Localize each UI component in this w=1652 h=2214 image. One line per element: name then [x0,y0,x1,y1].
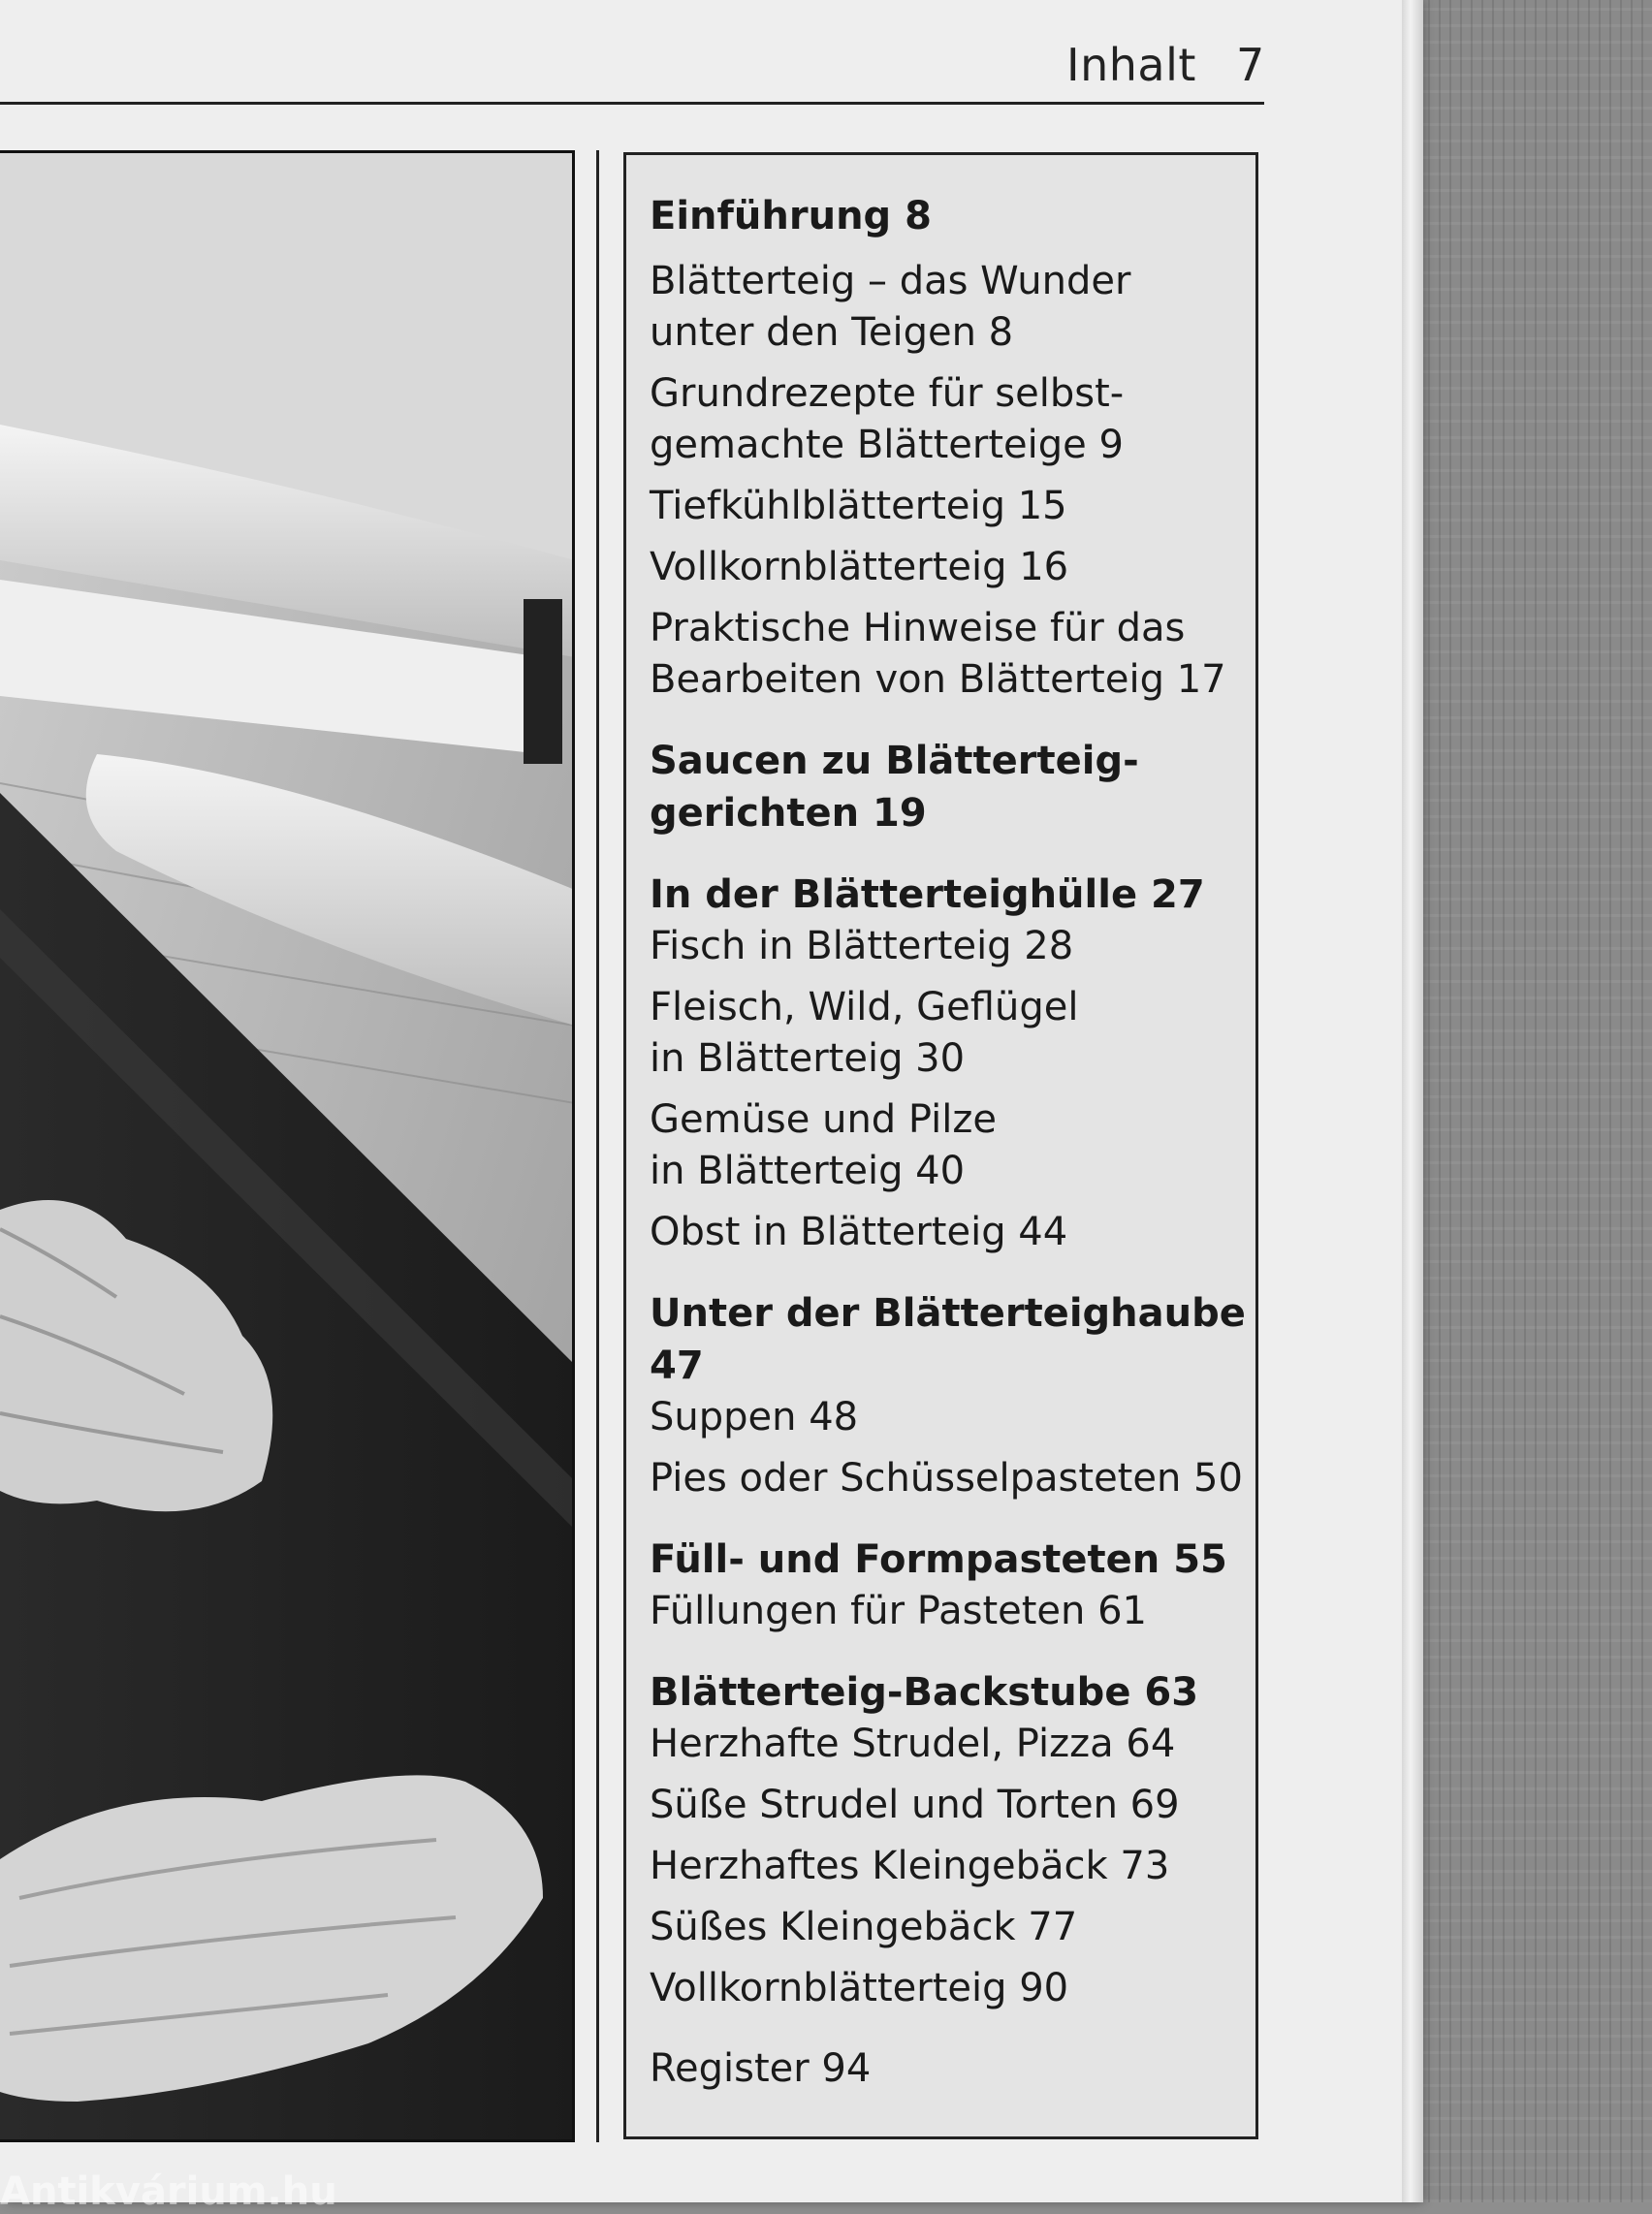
toc-section [650,1534,1251,1637]
background-texture [1396,0,1652,2202]
watermark-text: Antikvárium.hu [0,2169,337,2214]
header-rule [0,102,1264,105]
toc-entry: Gemüse und Pilze in Blätterteig 40 [650,1097,997,1193]
toc-entry: Pies oder Schüsselpasteten 50 [650,1456,1243,1501]
toc-entry: Herzhaftes Kleingebäck 73 [650,1844,1170,1888]
toc-entry: Grundrezepte für selbst- gemachte Blätterteige 9 [650,371,1125,467]
toc-section-title: Füll- und Formpasteten 55 [650,1537,1227,1582]
toc-entry: Fleisch, Wild, Geflügel in Blätterteig 30 [650,985,1079,1081]
toc-entry: Praktische Hinweise für das Bearbeiten von Blätterteig 17 [650,606,1226,702]
toc-section [650,2043,1251,2095]
toc-section-title: Einführung 8 [650,194,932,238]
page-header-title: Inhalt [1066,39,1196,91]
toc-section [650,735,1251,839]
table-of-contents [650,190,1251,2095]
toc-section-title: Unter der Blätterteighaube 47 [650,1291,1246,1388]
toc-entry: Fisch in Blätterteig 28 [650,924,1074,968]
column-rule [596,150,599,2142]
toc-entry: Süße Strudel und Torten 69 [650,1783,1180,1827]
toc-entry: Süßes Kleingebäck 77 [650,1905,1078,1949]
toc-entry: Blätterteig – das Wunder unter den Teigen 8 [650,259,1131,355]
toc-entry: Suppen 48 [650,1395,859,1439]
toc-entry: Vollkornblätterteig 16 [650,545,1069,589]
page-edge [1402,0,1423,2202]
toc-entry: Herzhafte Strudel, Pizza 64 [650,1722,1176,1766]
toc-entry: Füllungen für Pasteten 61 [650,1589,1147,1633]
toc-section-title: Blätterteig-Backstube 63 [650,1670,1199,1715]
page-number: 7 [1236,39,1265,91]
toc-section-title: In der Blätterteighülle 27 [650,872,1205,917]
pastry-photo-illustration [0,153,575,2142]
toc-section [650,1666,1251,2014]
toc-section [650,190,1251,706]
pastry-photo [0,150,575,2142]
toc-section [650,1287,1251,1504]
toc-section-title: Saucen zu Blätterteig- gerichten 19 [650,739,1139,836]
toc-entry: Tiefkühlblätterteig 15 [650,484,1067,528]
toc-section [650,869,1251,1258]
toc-entry-register: Register 94 [650,2046,872,2091]
toc-entry: Vollkornblätterteig 90 [650,1966,1069,2010]
toc-entry: Obst in Blätterteig 44 [650,1210,1068,1254]
